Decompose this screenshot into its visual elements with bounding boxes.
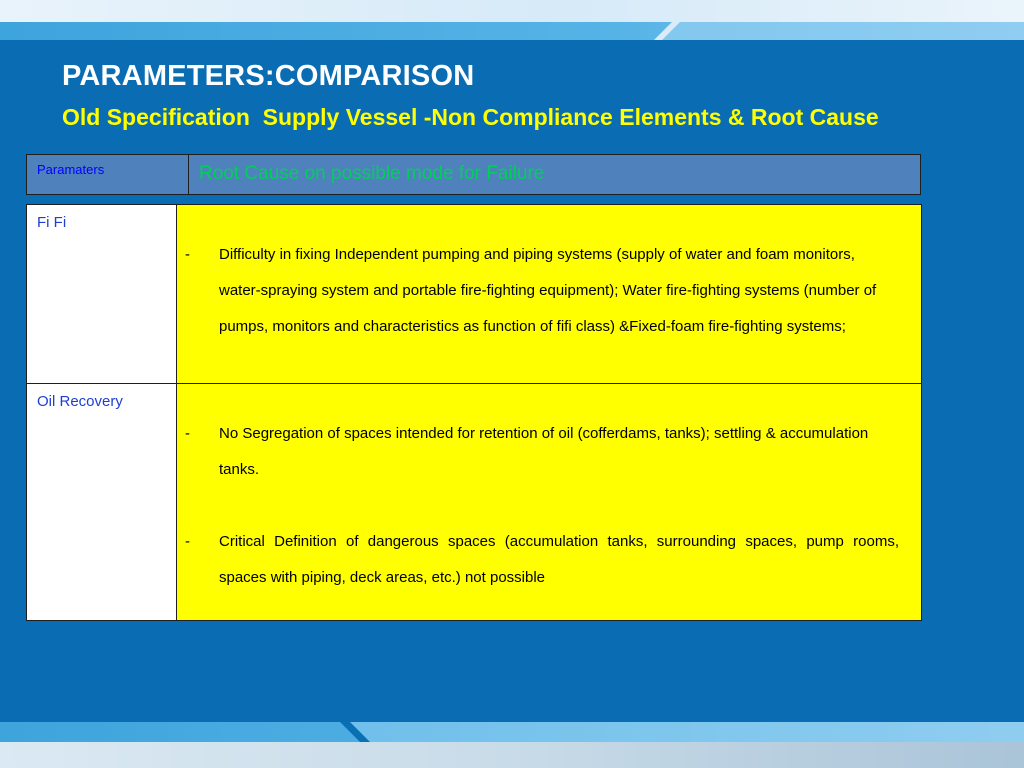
row-content-oil-recovery	[177, 384, 921, 620]
list-item	[185, 237, 899, 345]
bullet-dash: -	[185, 533, 190, 550]
row-content-fifi	[177, 205, 921, 383]
table-row-oil-recovery	[27, 384, 921, 620]
slide-title: PARAMETERS:COMPARISON	[62, 60, 475, 92]
bullet-dash: -	[185, 246, 190, 263]
table-row-fifi	[27, 205, 921, 384]
header-root-cause: Root Cause on possible mode for Failure	[199, 163, 545, 184]
row-label-fifi: Fi Fi	[27, 205, 177, 383]
comparison-table	[26, 204, 922, 621]
list-item-text: No Segregation of spaces intended for retention of oil (cofferdams, tanks); settling & accumulation tanks.	[219, 425, 869, 478]
slide-subtitle: Old Specification Supply Vessel -Non Compliance Elements & Root Cause	[62, 104, 879, 130]
bottom-decorative-band	[0, 742, 1024, 768]
list-item-text: Difficulty in fixing Independent pumping and piping systems (supply of water and foam monitors, water-spraying system and portable fire-fighting equipment); Water fire-fighting systems (number of pumps, monitors and characteristics as function of fifi class) &Fixed-foam fire-fighting systems;	[219, 246, 877, 335]
list-item	[185, 524, 899, 596]
row-label-oil-recovery: Oil Recovery	[27, 384, 177, 620]
bullet-dash: -	[185, 425, 190, 442]
list-item	[185, 416, 899, 488]
header-parameters: Paramaters	[27, 155, 189, 194]
header-table	[26, 154, 921, 195]
list-item-text: Critical Definition of dangerous spaces (accumulation tanks, surrounding spaces, pump rooms, spaces with piping, deck areas, etc.) not possible	[219, 533, 899, 586]
